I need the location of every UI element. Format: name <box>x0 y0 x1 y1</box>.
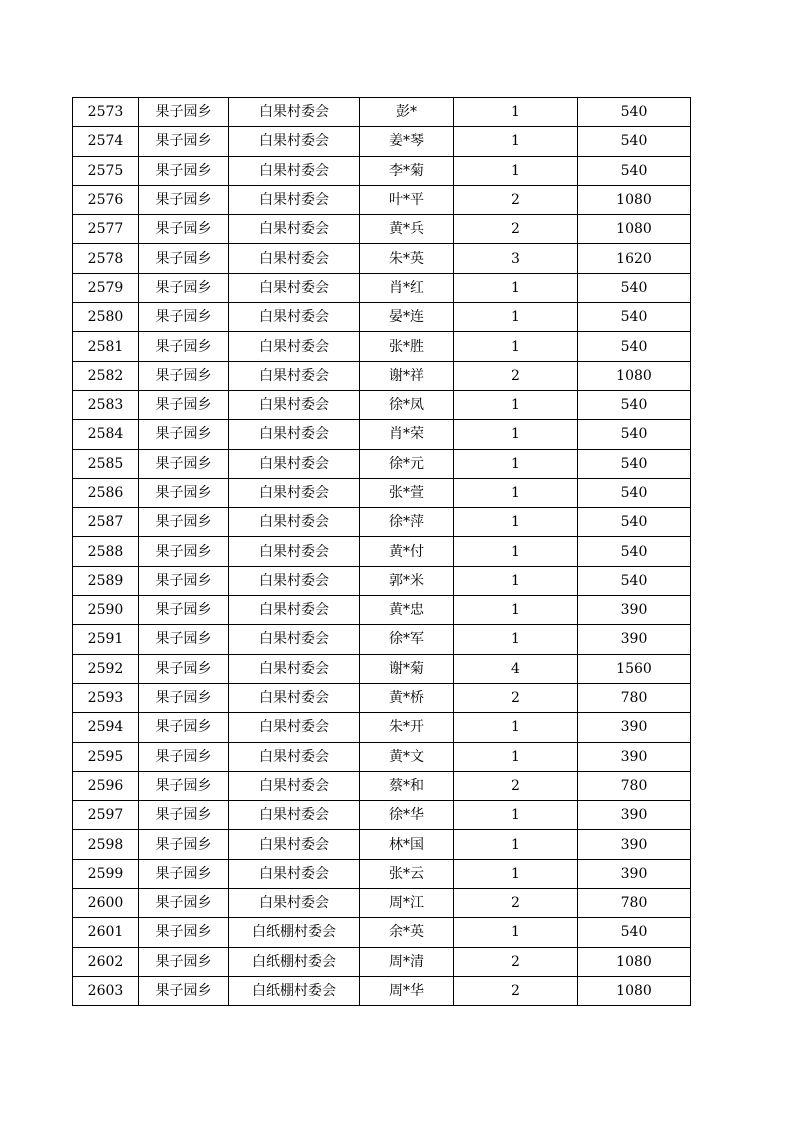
village-committee-cell: 白果村委会 <box>229 859 360 888</box>
count-cell: 1 <box>454 508 578 537</box>
name-cell: 黄*忠 <box>360 596 454 625</box>
serial-number-cell: 2602 <box>73 947 139 976</box>
count-cell: 1 <box>454 390 578 419</box>
amount-cell: 390 <box>578 859 691 888</box>
amount-cell: 780 <box>578 683 691 712</box>
amount-cell: 780 <box>578 771 691 800</box>
name-cell: 彭* <box>360 98 454 127</box>
village-committee-cell: 白果村委会 <box>229 244 360 273</box>
township-cell: 果子园乡 <box>139 478 229 507</box>
village-committee-cell: 白果村委会 <box>229 156 360 185</box>
township-cell: 果子园乡 <box>139 537 229 566</box>
township-cell: 果子园乡 <box>139 947 229 976</box>
village-committee-cell: 白纸棚村委会 <box>229 918 360 947</box>
serial-number-cell: 2581 <box>73 332 139 361</box>
count-cell: 3 <box>454 244 578 273</box>
serial-number-cell: 2588 <box>73 537 139 566</box>
count-cell: 2 <box>454 947 578 976</box>
village-committee-cell: 白果村委会 <box>229 127 360 156</box>
count-cell: 1 <box>454 537 578 566</box>
table-row <box>73 771 691 800</box>
table-row <box>73 859 691 888</box>
amount-cell: 540 <box>578 566 691 595</box>
name-cell: 肖*红 <box>360 273 454 302</box>
name-cell: 徐*萍 <box>360 508 454 537</box>
count-cell: 1 <box>454 859 578 888</box>
table-row <box>73 596 691 625</box>
village-committee-cell: 白果村委会 <box>229 478 360 507</box>
table-row <box>73 508 691 537</box>
records-table <box>72 97 691 1006</box>
serial-number-cell: 2579 <box>73 273 139 302</box>
count-cell: 2 <box>454 185 578 214</box>
serial-number-cell: 2582 <box>73 361 139 390</box>
township-cell: 果子园乡 <box>139 332 229 361</box>
table-row <box>73 742 691 771</box>
township-cell: 果子园乡 <box>139 596 229 625</box>
village-committee-cell: 白果村委会 <box>229 683 360 712</box>
township-cell: 果子园乡 <box>139 361 229 390</box>
village-committee-cell: 白果村委会 <box>229 596 360 625</box>
table-row <box>73 127 691 156</box>
count-cell: 2 <box>454 361 578 390</box>
serial-number-cell: 2580 <box>73 303 139 332</box>
table-row <box>73 98 691 127</box>
amount-cell: 780 <box>578 889 691 918</box>
serial-number-cell: 2595 <box>73 742 139 771</box>
township-cell: 果子园乡 <box>139 156 229 185</box>
township-cell: 果子园乡 <box>139 801 229 830</box>
table-row <box>73 889 691 918</box>
serial-number-cell: 2586 <box>73 478 139 507</box>
count-cell: 1 <box>454 449 578 478</box>
count-cell: 1 <box>454 303 578 332</box>
amount-cell: 1620 <box>578 244 691 273</box>
name-cell: 肖*荣 <box>360 420 454 449</box>
count-cell: 1 <box>454 801 578 830</box>
table-row <box>73 947 691 976</box>
amount-cell: 390 <box>578 742 691 771</box>
name-cell: 徐*凤 <box>360 390 454 419</box>
records-table-body <box>73 98 691 1006</box>
count-cell: 4 <box>454 654 578 683</box>
table-row <box>73 830 691 859</box>
table-row <box>73 244 691 273</box>
table-row <box>73 976 691 1005</box>
table-row <box>73 332 691 361</box>
count-cell: 1 <box>454 273 578 302</box>
amount-cell: 390 <box>578 830 691 859</box>
serial-number-cell: 2584 <box>73 420 139 449</box>
amount-cell: 1080 <box>578 361 691 390</box>
count-cell: 1 <box>454 742 578 771</box>
township-cell: 果子园乡 <box>139 449 229 478</box>
count-cell: 1 <box>454 127 578 156</box>
amount-cell: 1560 <box>578 654 691 683</box>
township-cell: 果子园乡 <box>139 244 229 273</box>
name-cell: 徐*华 <box>360 801 454 830</box>
serial-number-cell: 2577 <box>73 215 139 244</box>
township-cell: 果子园乡 <box>139 185 229 214</box>
table-row <box>73 683 691 712</box>
township-cell: 果子园乡 <box>139 859 229 888</box>
name-cell: 叶*平 <box>360 185 454 214</box>
township-cell: 果子园乡 <box>139 976 229 1005</box>
serial-number-cell: 2585 <box>73 449 139 478</box>
count-cell: 2 <box>454 976 578 1005</box>
serial-number-cell: 2573 <box>73 98 139 127</box>
name-cell: 蔡*和 <box>360 771 454 800</box>
serial-number-cell: 2593 <box>73 683 139 712</box>
name-cell: 周*江 <box>360 889 454 918</box>
township-cell: 果子园乡 <box>139 713 229 742</box>
amount-cell: 540 <box>578 420 691 449</box>
township-cell: 果子园乡 <box>139 215 229 244</box>
count-cell: 1 <box>454 156 578 185</box>
village-committee-cell: 白果村委会 <box>229 185 360 214</box>
amount-cell: 390 <box>578 801 691 830</box>
table-row <box>73 185 691 214</box>
village-committee-cell: 白果村委会 <box>229 332 360 361</box>
name-cell: 余*英 <box>360 918 454 947</box>
serial-number-cell: 2583 <box>73 390 139 419</box>
name-cell: 林*国 <box>360 830 454 859</box>
village-committee-cell: 白果村委会 <box>229 830 360 859</box>
amount-cell: 390 <box>578 596 691 625</box>
village-committee-cell: 白果村委会 <box>229 215 360 244</box>
serial-number-cell: 2596 <box>73 771 139 800</box>
village-committee-cell: 白果村委会 <box>229 361 360 390</box>
name-cell: 周*华 <box>360 976 454 1005</box>
amount-cell: 540 <box>578 303 691 332</box>
serial-number-cell: 2598 <box>73 830 139 859</box>
table-row <box>73 273 691 302</box>
serial-number-cell: 2590 <box>73 596 139 625</box>
serial-number-cell: 2600 <box>73 889 139 918</box>
name-cell: 谢*菊 <box>360 654 454 683</box>
name-cell: 朱*开 <box>360 713 454 742</box>
count-cell: 1 <box>454 332 578 361</box>
township-cell: 果子园乡 <box>139 918 229 947</box>
count-cell: 1 <box>454 420 578 449</box>
name-cell: 谢*祥 <box>360 361 454 390</box>
village-committee-cell: 白果村委会 <box>229 420 360 449</box>
table-row <box>73 654 691 683</box>
amount-cell: 540 <box>578 98 691 127</box>
name-cell: 张*云 <box>360 859 454 888</box>
table-row <box>73 478 691 507</box>
count-cell: 1 <box>454 918 578 947</box>
table-row <box>73 361 691 390</box>
village-committee-cell: 白果村委会 <box>229 303 360 332</box>
amount-cell: 540 <box>578 537 691 566</box>
count-cell: 2 <box>454 771 578 800</box>
table-row <box>73 801 691 830</box>
township-cell: 果子园乡 <box>139 98 229 127</box>
amount-cell: 390 <box>578 713 691 742</box>
count-cell: 1 <box>454 625 578 654</box>
village-committee-cell: 白果村委会 <box>229 654 360 683</box>
serial-number-cell: 2578 <box>73 244 139 273</box>
count-cell: 1 <box>454 830 578 859</box>
township-cell: 果子园乡 <box>139 683 229 712</box>
village-committee-cell: 白果村委会 <box>229 713 360 742</box>
name-cell: 黄*桥 <box>360 683 454 712</box>
count-cell: 1 <box>454 478 578 507</box>
count-cell: 1 <box>454 98 578 127</box>
amount-cell: 390 <box>578 625 691 654</box>
name-cell: 张*胜 <box>360 332 454 361</box>
village-committee-cell: 白果村委会 <box>229 742 360 771</box>
township-cell: 果子园乡 <box>139 771 229 800</box>
township-cell: 果子园乡 <box>139 654 229 683</box>
serial-number-cell: 2589 <box>73 566 139 595</box>
serial-number-cell: 2575 <box>73 156 139 185</box>
village-committee-cell: 白果村委会 <box>229 889 360 918</box>
name-cell: 郭*米 <box>360 566 454 595</box>
name-cell: 徐*元 <box>360 449 454 478</box>
township-cell: 果子园乡 <box>139 508 229 537</box>
table-row <box>73 537 691 566</box>
serial-number-cell: 2592 <box>73 654 139 683</box>
serial-number-cell: 2594 <box>73 713 139 742</box>
village-committee-cell: 白果村委会 <box>229 771 360 800</box>
serial-number-cell: 2591 <box>73 625 139 654</box>
name-cell: 张*萱 <box>360 478 454 507</box>
township-cell: 果子园乡 <box>139 390 229 419</box>
amount-cell: 540 <box>578 390 691 419</box>
serial-number-cell: 2601 <box>73 918 139 947</box>
village-committee-cell: 白果村委会 <box>229 273 360 302</box>
table-row <box>73 713 691 742</box>
amount-cell: 540 <box>578 918 691 947</box>
township-cell: 果子园乡 <box>139 830 229 859</box>
name-cell: 黄*兵 <box>360 215 454 244</box>
township-cell: 果子园乡 <box>139 566 229 595</box>
township-cell: 果子园乡 <box>139 127 229 156</box>
table-row <box>73 303 691 332</box>
name-cell: 黄*付 <box>360 537 454 566</box>
township-cell: 果子园乡 <box>139 303 229 332</box>
amount-cell: 540 <box>578 273 691 302</box>
count-cell: 2 <box>454 889 578 918</box>
count-cell: 1 <box>454 596 578 625</box>
amount-cell: 1080 <box>578 185 691 214</box>
table-row <box>73 449 691 478</box>
serial-number-cell: 2587 <box>73 508 139 537</box>
village-committee-cell: 白果村委会 <box>229 537 360 566</box>
township-cell: 果子园乡 <box>139 625 229 654</box>
amount-cell: 540 <box>578 156 691 185</box>
count-cell: 2 <box>454 683 578 712</box>
township-cell: 果子园乡 <box>139 420 229 449</box>
name-cell: 徐*军 <box>360 625 454 654</box>
amount-cell: 540 <box>578 332 691 361</box>
name-cell: 李*菊 <box>360 156 454 185</box>
amount-cell: 540 <box>578 478 691 507</box>
amount-cell: 540 <box>578 127 691 156</box>
village-committee-cell: 白纸棚村委会 <box>229 976 360 1005</box>
village-committee-cell: 白纸棚村委会 <box>229 947 360 976</box>
village-committee-cell: 白果村委会 <box>229 566 360 595</box>
serial-number-cell: 2576 <box>73 185 139 214</box>
name-cell: 周*清 <box>360 947 454 976</box>
serial-number-cell: 2597 <box>73 801 139 830</box>
table-row <box>73 390 691 419</box>
township-cell: 果子园乡 <box>139 273 229 302</box>
table-row <box>73 420 691 449</box>
table-row <box>73 918 691 947</box>
table-row <box>73 625 691 654</box>
amount-cell: 1080 <box>578 947 691 976</box>
serial-number-cell: 2599 <box>73 859 139 888</box>
village-committee-cell: 白果村委会 <box>229 508 360 537</box>
table-row <box>73 215 691 244</box>
table-row <box>73 156 691 185</box>
name-cell: 姜*琴 <box>360 127 454 156</box>
village-committee-cell: 白果村委会 <box>229 98 360 127</box>
name-cell: 朱*英 <box>360 244 454 273</box>
serial-number-cell: 2574 <box>73 127 139 156</box>
amount-cell: 540 <box>578 449 691 478</box>
table-row <box>73 566 691 595</box>
serial-number-cell: 2603 <box>73 976 139 1005</box>
village-committee-cell: 白果村委会 <box>229 625 360 654</box>
amount-cell: 540 <box>578 508 691 537</box>
count-cell: 1 <box>454 713 578 742</box>
count-cell: 2 <box>454 215 578 244</box>
township-cell: 果子园乡 <box>139 889 229 918</box>
village-committee-cell: 白果村委会 <box>229 449 360 478</box>
name-cell: 黄*文 <box>360 742 454 771</box>
amount-cell: 1080 <box>578 215 691 244</box>
amount-cell: 1080 <box>578 976 691 1005</box>
village-committee-cell: 白果村委会 <box>229 801 360 830</box>
name-cell: 晏*连 <box>360 303 454 332</box>
township-cell: 果子园乡 <box>139 742 229 771</box>
count-cell: 1 <box>454 566 578 595</box>
village-committee-cell: 白果村委会 <box>229 390 360 419</box>
